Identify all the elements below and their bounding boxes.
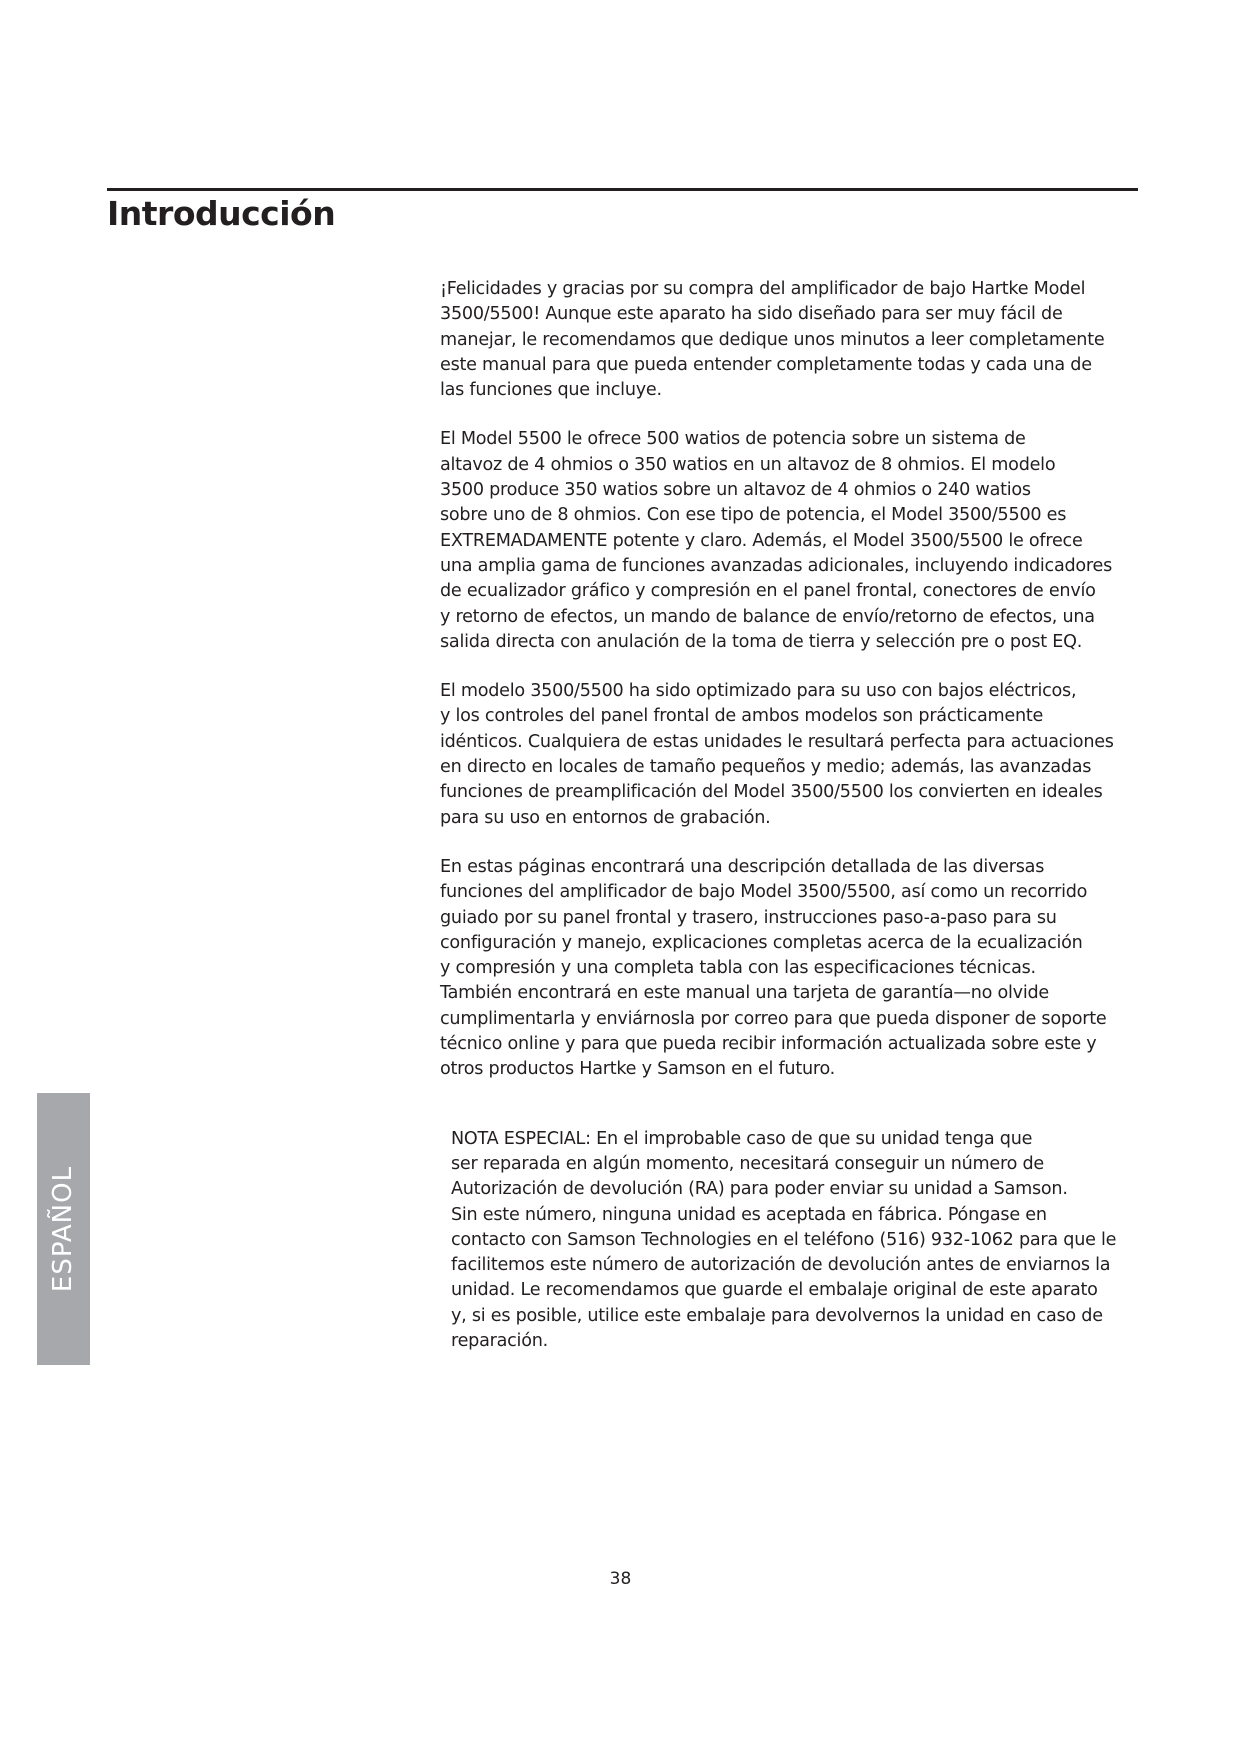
contents-paragraph: En estas páginas encontrará una descripción detallada de las diversas funciones del amplificador de bajo Model 3500/5500, así como un recorrido guiado por su panel frontal y trasero, instrucciones paso-a-paso para su configuración y manejo, explicaciones completas acerca de la ecualización y compresión y una completa tabla con las especificaciones técnicas. También encontrará en este manual una tarjeta de garantía—no olvide cumplimentarla y enviárnosla por correo para que pueda disponer de soporte técnico online y para que pueda recibir información actualizada sobre este y otros productos Hartke y Samson en el futuro. [440, 856, 1107, 1080]
special-note-paragraph: NOTA ESPECIAL: En el improbable caso de que su unidad tenga que ser reparada en algún momento, necesitará conseguir un número de Autorización de devolución (RA) para poder enviar su unidad a Samson. Sin este número, ninguna unidad es aceptada en fábrica. Póngase en contacto con Samson Technologies en el teléfono (516) 932-1062 para que le facilitemos este número de autorización de devolución antes de enviarnos la unidad. Le recomendamos que guarde el embalaje original de este aparato y, si es posible, utilice este embalaje para devolvernos la unidad en caso de reparación. [451, 1128, 1117, 1351]
power-paragraph: El Model 5500 le ofrece 500 watios de potencia sobre un sistema de altavoz de 4 ohmios o 350 watios en un altavoz de 8 ohmios. El modelo 3500 produce 350 watios sobre un altavoz de 4 ohmios o 240 watios sobre uno de 8 ohmios. Con ese tipo de potencia, el Model 3500/5500 es EXTREMADAMENTE potente y claro. Además, el Model 3500/5500 le ofrece una amplia gama de funciones avanzadas adicionales, incluyendo indicadores de ecualizador gráfico y compresión en el panel frontal, conectores de envío y retorno de efectos, un mando de balance de envío/retorno de efectos, una salida directa con anulación de la toma de tierra y selección pre o post EQ. [440, 429, 1113, 652]
usage-paragraph: El modelo 3500/5500 ha sido optimizado para su uso con bajos eléctricos, y los controles del panel frontal de ambos modelos son prácticamente idénticos. Cualquiera de estas unidades le resultará perfecta para actuaciones en directo en locales de tamaño pequeños y medio; además, las avanzadas funciones de preamplificación del Model 3500/5500 los convierten en ideales para su uso en entornos de grabación. [440, 681, 1114, 828]
language-label: ESPAÑOL [48, 1165, 78, 1293]
page-title: Introducción [107, 194, 336, 233]
intro-paragraph: ¡Felicidades y gracias por su compra del amplificador de bajo Hartke Model 3500/5500! Aunque este aparato ha sido diseñado para ser muy fácil de manejar, le recomendamos que dedique unos minutos a leer completamente este manual para que pueda entender completamente todas y cada una de las funciones que incluye. [440, 279, 1105, 401]
title-rule [107, 188, 1138, 191]
language-side-tab [37, 1093, 90, 1365]
page-number: 38 [609, 1569, 632, 1589]
body-text [440, 277, 1160, 1354]
